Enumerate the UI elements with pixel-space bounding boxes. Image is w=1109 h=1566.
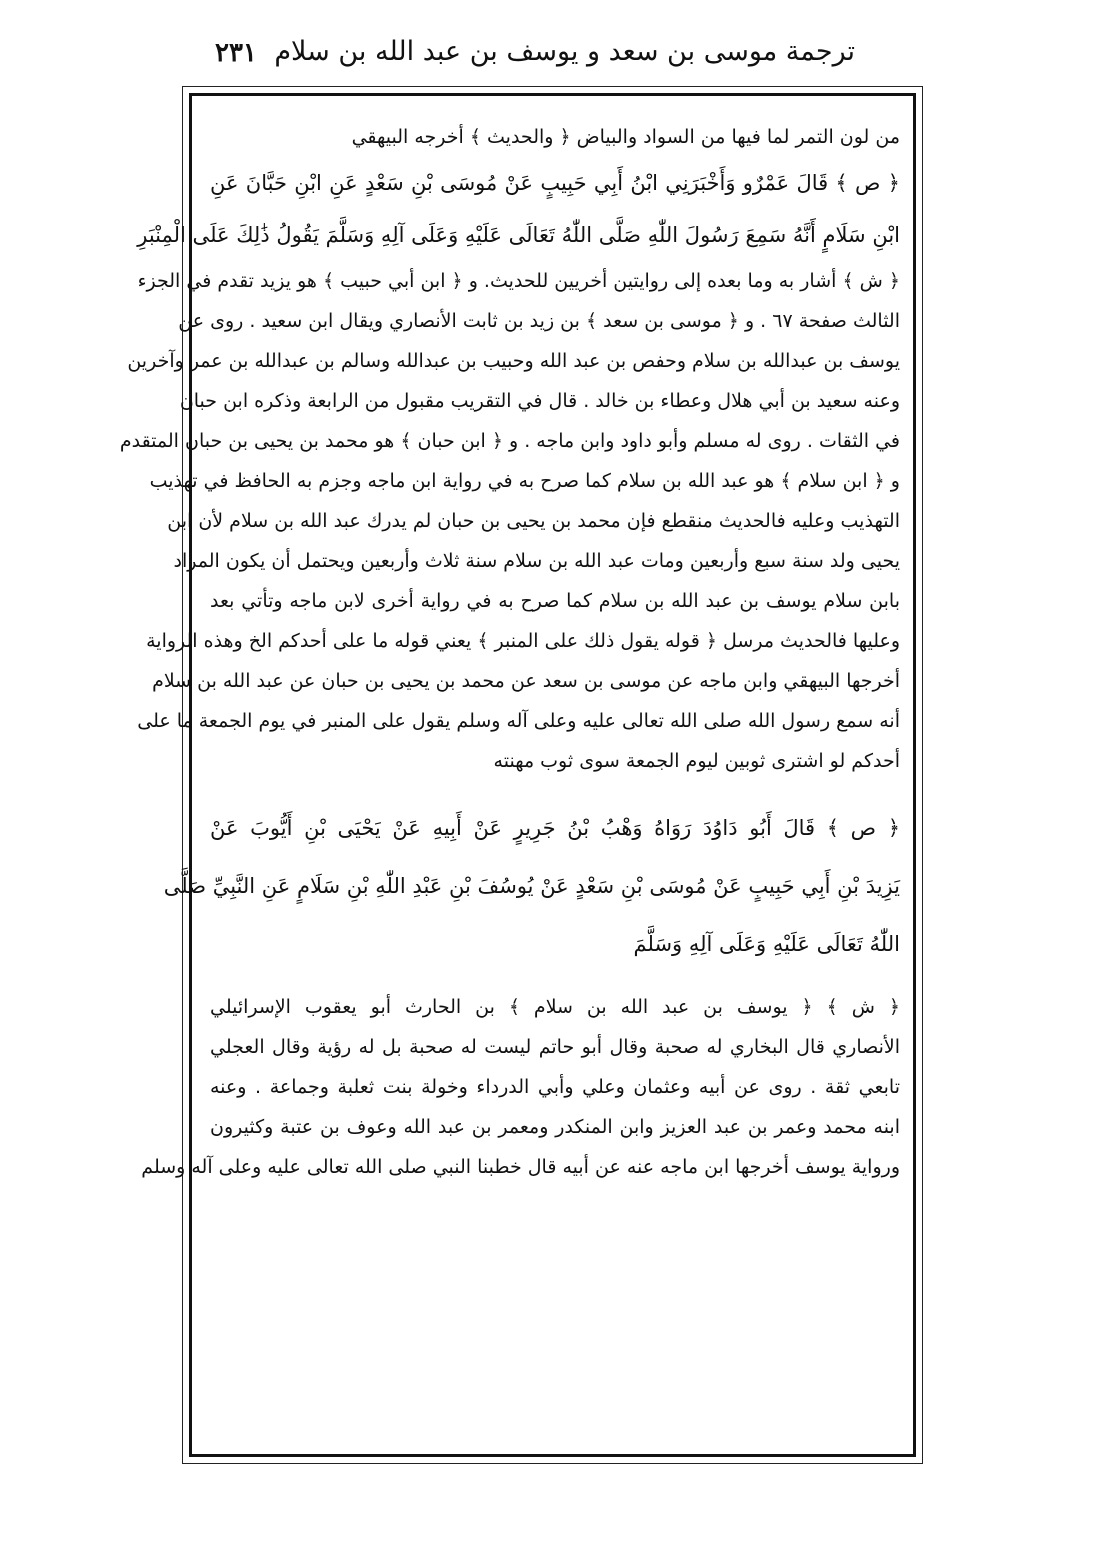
hadith-line: ﴿ ص ﴾ قَالَ عَمْرٌو وَأَخْبَرَنِي ابْنُ أَبِي حَبِيبٍ عَنْ مُوسَى بْنِ سَعْدٍ عَنِ ابْنِ حَبَّانَ عَنِ	[210, 170, 900, 195]
commentary-line: ورواية يوسف أخرجها ابن ماجه عنه عن أبيه قال خطبنا النبي صلى الله تعالى عليه وعلى آله وسلم	[141, 1155, 900, 1178]
commentary-line: ابنه محمد وعمر بن عبد العزيز وابن المنكدر ومعمر بن عبد الله وعوف بن عتبة وكثيرون	[210, 1115, 900, 1138]
commentary-line: ﴿ ش ﴾ ﴿ يوسف بن عبد الله بن سلام ﴾ بن الحارث أبو يعقوب الإسرائيلي	[210, 995, 900, 1018]
running-title: ترجمة موسى بن سعد و يوسف بن عبد الله بن سلام	[274, 36, 855, 67]
page-body	[119, 118, 900, 1187]
intro-block	[210, 118, 900, 157]
commentary-line: و ﴿ ابن سلام ﴾ هو عبد الله بن سلام كما صرح به في رواية ابن ماجه وجزم به الحافظ في تهذيب	[149, 469, 900, 492]
commentary-line: التهذيب وعليه فالحديث منقطع فإن محمد بن يحيى بن حبان لم يدرك عبد الله بن سلام لأن ابن	[167, 509, 900, 532]
commentary-line: الأنصاري قال البخاري له صحبة وقال أبو حاتم ليست له صحبة بل له رؤية وقال العجلي	[210, 1035, 900, 1058]
commentary-line: بابن سلام يوسف بن عبد الله بن سلام كما صرح به في رواية أخرى لابن ماجه وتأتي بعد	[210, 589, 900, 612]
commentary-line: وعنه سعيد بن أبي هلال وعطاء بن خالد . قال في التقريب مقبول من الرابعة وذكره ابن حبان	[179, 389, 900, 412]
commentary-line: تابعي ثقة . روى عن أبيه وعثمان وعلي وأبي الدرداء وخولة بنت ثعلبة وجماعة . وعنه	[210, 1075, 900, 1098]
commentary-line: يحيى ولد سنة سبع وأربعين ومات عبد الله بن سلام سنة ثلاث وأربعين ويحتمل أن يكون المراد	[173, 549, 900, 572]
hadith-1	[137, 157, 900, 261]
commentary-line: ﴿ ش ﴾ أشار به وما بعده إلى روايتين أخريين للحديث. و ﴿ ابن أبي حبيب ﴾ هو يزيد تقدم في الجزء	[137, 269, 900, 292]
hadith-line: ابْنِ سَلَامٍ أَنَّهُ سَمِعَ رَسُولَ اللّٰهِ صَلَّى اللّٰهُ تَعَالَى عَلَيْهِ وَعَلَى آلِهِ وَسَلَّمَ يَقُولُ ذَٰلِكَ عَلَى الْمِنْبَرِ	[137, 222, 900, 247]
page-number: ٢٣١	[215, 38, 257, 68]
commentary-1	[119, 261, 900, 781]
commentary-line: وعليها فالحديث مرسل ﴿ قوله يقول ذلك على المنبر ﴾ يعني قوله ما على أحدكم الخ وهذه الرواية	[146, 629, 900, 652]
commentary-line: في الثقات . روى له مسلم وأبو داود وابن ماجه . و ﴿ ابن حبان ﴾ هو محمد بن يحيى بن حبان المتقدم	[119, 429, 900, 452]
text-line: من لون التمر لما فيها من السواد والبياض ﴿ والحديث ﴾ أخرجه البيهقي	[351, 126, 900, 148]
commentary-line: أخرجها البيهقي وابن ماجه عن موسى بن سعد عن محمد بن يحيى بن حبان عن عبد الله بن سلام	[152, 669, 900, 692]
page-header	[185, 30, 925, 82]
hadith-line: ﴿ ص ﴾ قَالَ أَبُو دَاوُدَ رَوَاهُ وَهْبُ بْنُ جَرِيرٍ عَنْ أَبِيهِ عَنْ يَحْيَى بْنِ أَيُّوبَ عَنْ	[210, 815, 900, 840]
hadith-2	[163, 799, 900, 973]
hadith-line: اللّٰهُ تَعَالَى عَلَيْهِ وَعَلَى آلِهِ وَسَلَّمَ	[633, 931, 900, 956]
commentary-line: الثالث صفحة ٦٧ . و ﴿ موسى بن سعد ﴾ بن زيد بن ثابت الأنصاري ويقال ابن سعيد . روى عن	[178, 309, 900, 332]
commentary-line: أنه سمع رسول الله صلى الله تعالى عليه وعلى آله وسلم يقول على المنبر في يوم الجمعة ما على	[137, 709, 900, 732]
commentary-line: أحدكم لو اشترى ثوبين ليوم الجمعة سوى ثوب مهنته	[493, 749, 900, 772]
commentary-line: يوسف بن عبدالله بن سلام وحفص بن عبد الله وحبيب بن عبدالله وسالم بن عبدالله بن عمر وآخرين	[127, 349, 900, 372]
hadith-line: يَزِيدَ بْنِ أَبِي حَبِيبٍ عَنْ مُوسَى بْنِ سَعْدٍ عَنْ يُوسُفَ بْنِ عَبْدِ اللّٰهِ بْنِ سَلَامٍ عَنِ النَّبِيِّ صَلَّى	[163, 873, 900, 898]
commentary-2	[141, 987, 900, 1187]
